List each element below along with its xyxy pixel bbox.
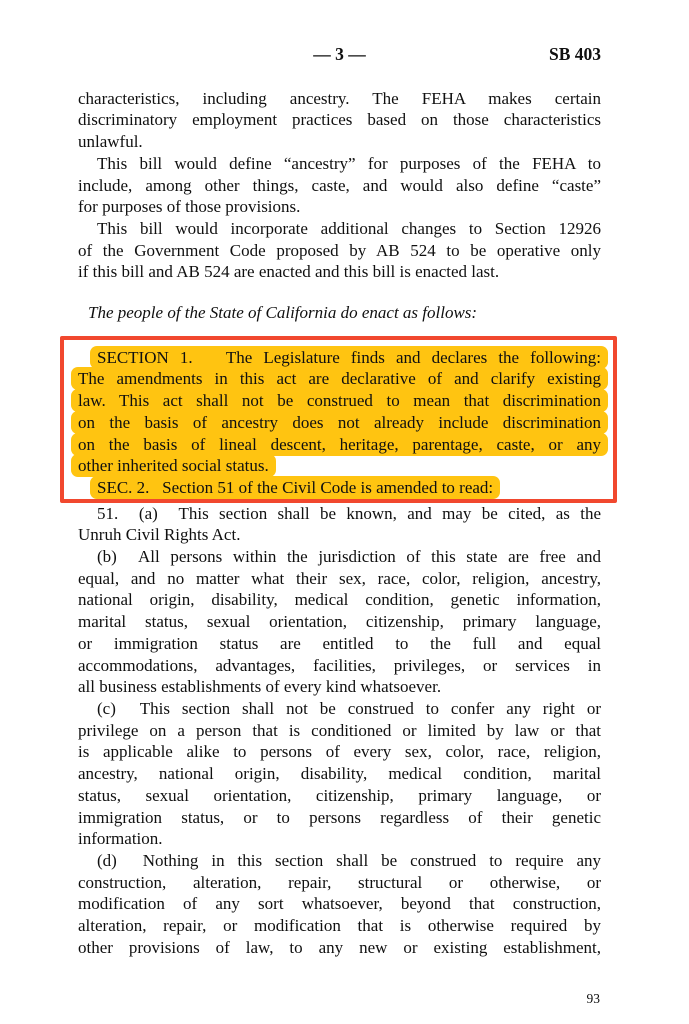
page-marker: — 3 — (313, 44, 366, 64)
text-line (78, 676, 601, 698)
text-line (78, 872, 601, 894)
highlighted-text: SEC. 2. Section 51 of the Civil Code is amended to read: (90, 476, 500, 499)
text-line (78, 698, 601, 720)
text-line (78, 88, 601, 110)
text-line (78, 807, 601, 829)
line-text: discriminatory employment practices based on those characteristics (78, 110, 601, 130)
line-text: of the Government Code proposed by AB 524 to be operative only (78, 240, 601, 260)
text-line (78, 546, 601, 568)
text-line (78, 218, 601, 240)
text-line (78, 368, 601, 390)
highlighted-text: The amendments in this act are declarative of and clarify existing (71, 367, 608, 390)
text-line (78, 240, 601, 262)
text-line (78, 390, 601, 412)
enacting-clause (78, 302, 601, 324)
text-line (78, 503, 601, 525)
line-text: or immigration status are entitled to the full and equal (78, 633, 601, 653)
text-line (78, 196, 601, 218)
line-text: national origin, disability, medical condition, genetic information, (78, 590, 601, 610)
text-line (78, 153, 601, 175)
text-line (78, 524, 601, 546)
text-line (78, 347, 601, 369)
code-section-51a (78, 503, 601, 546)
line-text: immigration status, or to persons regardless of their genetic (78, 807, 601, 827)
highlighted-text: on the basis of lineal descent, heritage, parentage, caste, or any (71, 433, 608, 456)
line-text: is applicable alike to persons of every sex, color, race, religion, (78, 742, 601, 762)
text-line (78, 477, 601, 499)
line-text: include, among other things, caste, and would also define “caste” (78, 175, 601, 195)
line-text: modification of any sort whatsoever, beyond that construction, (78, 894, 601, 914)
code-section-51d (78, 850, 601, 959)
text-line (78, 655, 601, 677)
line-text: alteration, repair, or modification that is otherwise required by (78, 916, 601, 936)
line-text: information. (78, 829, 163, 849)
highlighted-text: other inherited social status. (71, 454, 276, 477)
text-line (78, 828, 601, 850)
line-text: all business establishments of every kind whatsoever. (78, 677, 442, 697)
line-text: This bill would define “ancestry” for purposes of the FEHA to (97, 153, 601, 173)
text-line (78, 741, 601, 763)
digest-paragraph-2 (78, 153, 601, 218)
line-text: 51. (a) This section shall be known, and may be cited, as the (97, 503, 601, 523)
text-line (78, 937, 601, 959)
line-text: equal, and no matter what their sex, race, color, religion, ancestry, (78, 568, 601, 588)
text-column (78, 44, 601, 958)
text-line (78, 412, 601, 434)
page-number: 93 (586, 991, 600, 1006)
text-line (78, 589, 601, 611)
text-line (78, 850, 601, 872)
line-text: (c) This section shall not be construed to confer any right or (97, 698, 601, 718)
line-text: construction, alteration, repair, structural or otherwise, or (78, 872, 601, 892)
line-text: status, sexual orientation, citizenship, primary language, or (78, 785, 601, 805)
document-text (78, 88, 601, 959)
highlighted-text: on the basis of ancestry does not already include discrimination (71, 411, 608, 434)
highlighted-text: law. This act shall not be construed to mean that discrimination (71, 389, 608, 412)
text-line (78, 763, 601, 785)
line-text: (d) Nothing in this section shall be construed to require any (97, 850, 601, 870)
text-line (78, 893, 601, 915)
text-line (78, 455, 601, 477)
text-line (78, 261, 601, 283)
text-line (78, 302, 601, 324)
line-text: accommodations, advantages, facilities, privileges, or services in (78, 655, 601, 675)
code-section-51b (78, 546, 601, 698)
text-line (78, 633, 601, 655)
text-line (78, 131, 601, 153)
text-line (78, 109, 601, 131)
text-line (78, 611, 601, 633)
line-text: for purposes of those provisions. (78, 197, 301, 217)
line-text: ancestry, national origin, disability, medical condition, marital (78, 764, 601, 784)
line-text: privilege on a person that is conditioned or limited by law or that (78, 720, 601, 740)
line-text: (b) All persons within the jurisdiction of this state are free and (97, 547, 601, 567)
digest-paragraph-1 (78, 88, 601, 153)
line-text: Unruh Civil Rights Act. (78, 525, 241, 545)
text-line (78, 568, 601, 590)
line-text: This bill would incorporate additional changes to Section 12926 (97, 218, 601, 238)
line-text: other provisions of law, to any new or existing establishment, (78, 937, 601, 957)
text-line (78, 720, 601, 742)
text-line (78, 915, 601, 937)
bill-number: SB 403 (548, 44, 601, 64)
text-line (78, 785, 601, 807)
text-line (78, 434, 601, 456)
annotation-box (60, 336, 617, 503)
line-text: characteristics, including ancestry. The FEHA makes certain (78, 88, 601, 108)
line-text: if this bill and AB 524 are enacted and this bill is enacted last. (78, 262, 500, 282)
line-text: marital status, sexual orientation, citizenship, primary language, (78, 612, 601, 632)
text-line (78, 175, 601, 197)
line-text: The people of the State of California do enact as follows: (88, 303, 478, 323)
line-text: unlawful. (78, 132, 143, 152)
digest-paragraph-3 (78, 218, 601, 283)
highlighted-text: SECTION 1. The Legislature finds and declares the following: (90, 346, 608, 369)
page-header (78, 44, 601, 66)
code-section-51c (78, 698, 601, 850)
